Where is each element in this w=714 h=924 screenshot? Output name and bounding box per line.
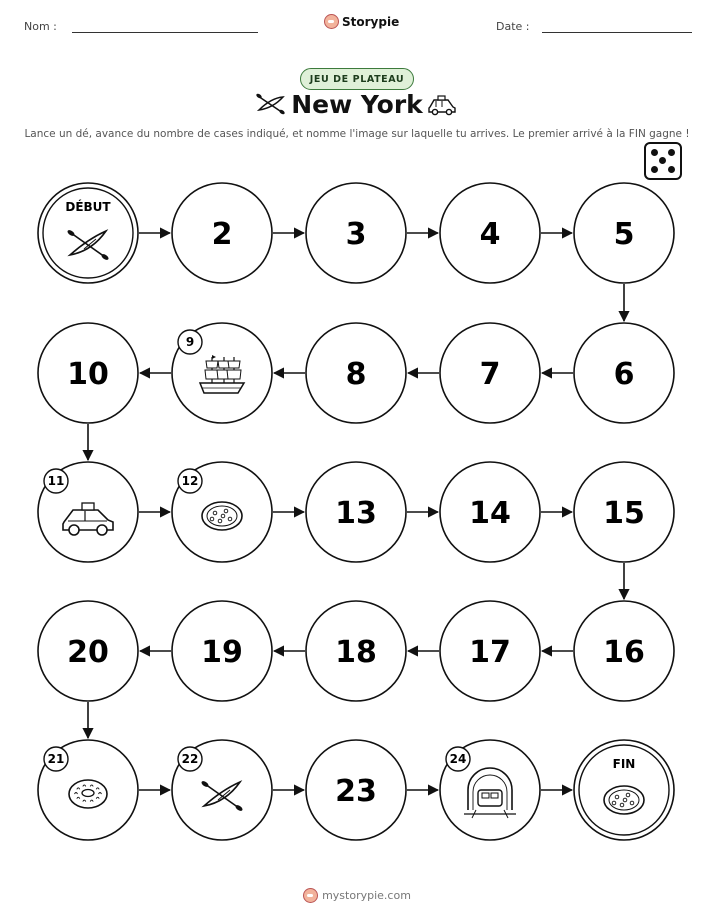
space-number: 23 [335,774,377,809]
page-title: New York [291,90,423,119]
board-space[interactable] [38,601,138,701]
board-space[interactable] [574,323,674,423]
board-space[interactable] [172,601,272,701]
svg-text:22: 22 [181,752,199,766]
svg-text:11: 11 [47,474,65,488]
space-number-badge [44,469,68,493]
donut-icon [69,780,107,808]
board-space[interactable] [574,183,674,283]
name-label: Nom : [24,20,57,33]
board-space[interactable] [172,740,272,840]
space-number: 17 [469,635,511,670]
pizza-icon [202,502,242,530]
board-space[interactable] [306,323,406,423]
space-number: 15 [603,496,645,531]
board-space[interactable] [306,462,406,562]
board-space[interactable] [306,601,406,701]
start-space[interactable] [38,183,138,283]
space-number: 8 [345,357,367,392]
finish-space[interactable] [574,740,674,840]
space-number: 19 [201,635,243,670]
board-space[interactable] [440,183,540,283]
pizza-icon [604,786,644,814]
space-number-badge [178,747,202,771]
date-label: Date : [496,20,530,33]
storypie-logo-icon [303,888,318,903]
footer [0,888,714,903]
board-space[interactable] [172,183,272,283]
instructions: Lance un dé, avance du nombre de cases indiqué, et nomme l'image sur laquelle tu arrives. Le premier arrivé à la FIN gagne ! [24,128,690,140]
game-type-badge: JEU DE PLATEAU [300,68,414,90]
brand-name: Storypie [342,14,400,29]
space-number: 2 [211,217,233,252]
space-number: 14 [469,496,511,531]
board-space[interactable] [440,462,540,562]
board-space[interactable] [306,183,406,283]
space-number: 6 [613,357,635,392]
space-number: 18 [335,635,377,670]
space-number: 4 [479,217,501,252]
space-number: 7 [479,357,501,392]
board-space[interactable] [574,462,674,562]
board-space[interactable] [38,740,138,840]
space-number: 16 [603,635,645,670]
svg-text:21: 21 [47,752,65,766]
board-space[interactable] [440,323,540,423]
ship-icon [200,355,244,393]
board-space[interactable] [172,462,272,562]
svg-text:12: 12 [181,474,199,488]
footer-url[interactable]: mystorypie.com [322,889,411,902]
board-space[interactable] [574,601,674,701]
svg-text:9: 9 [185,335,195,349]
space-number-badge [44,747,68,771]
board-space[interactable] [38,462,138,562]
space-number: 10 [67,357,109,392]
space-label: DÉBUT [65,200,111,214]
space-number: 5 [613,217,635,252]
board-space[interactable] [306,740,406,840]
svg-text:24: 24 [449,752,467,766]
space-label: FIN [612,757,636,771]
board-space[interactable] [38,323,138,423]
space-number-badge [178,330,202,354]
board-space[interactable] [440,601,540,701]
space-number: 13 [335,496,377,531]
board-space[interactable] [172,323,272,423]
board-space[interactable] [440,740,540,840]
space-number-badge [446,747,470,771]
space-number: 20 [67,635,109,670]
space-number: 3 [345,217,367,252]
space-number-badge [178,469,202,493]
